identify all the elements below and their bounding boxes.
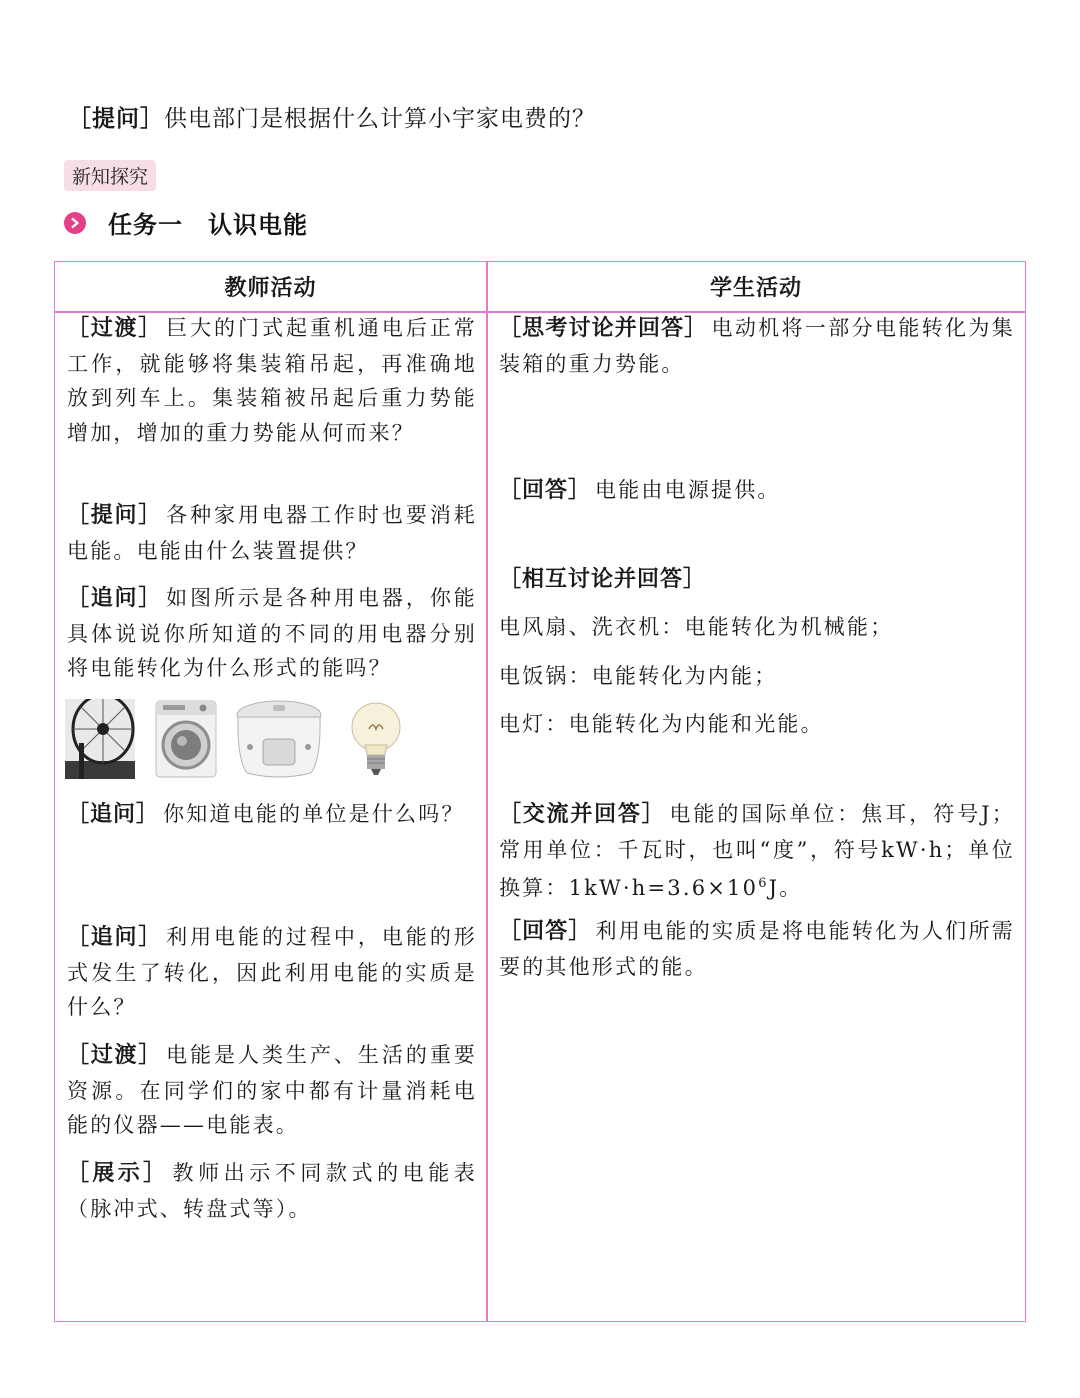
para-tag: ［提问］: [67, 503, 163, 528]
section-badge: 新知探究: [64, 160, 156, 191]
student-para-6: [499, 707, 1015, 742]
teacher-para-4: [67, 797, 477, 833]
para-tag: ［回答］: [499, 478, 592, 503]
para-tag: ［展示］: [67, 1161, 169, 1186]
para-tag: ［思考讨论并回答］: [499, 316, 708, 341]
intro-tag: ［提问］: [68, 106, 164, 132]
para-text: 各种家用电器工作时也要消耗电能。电能由什么装置提供？: [67, 503, 477, 563]
student-para-1: [499, 311, 1015, 381]
column-divider: [486, 262, 488, 1321]
exponent: 6: [758, 876, 769, 891]
para-tag: ［相互讨论并回答］: [499, 567, 707, 592]
para-text: 电动机将一部分电能转化为集装箱的重力势能。: [499, 316, 1015, 376]
para-text: 电灯：电能转化为内能和光能。: [499, 712, 824, 736]
appliance-images: [65, 699, 485, 779]
student-para-7: [499, 797, 1015, 906]
para-text: 利用电能的过程中，电能的形式发生了转化，因此利用电能的实质是什么？: [67, 925, 477, 1019]
student-para-8: [499, 914, 1015, 984]
para-text: 电风扇、洗衣机：电能转化为机械能；: [499, 615, 894, 639]
para-text: 电饭锅：电能转化为内能；: [499, 664, 778, 688]
para-text: 如图所示是各种用电器，你能具体说说你所知道的不同的用电器分别将电能转化为什么形式的能吗？: [67, 586, 477, 680]
para-tag: ［追问］: [67, 925, 163, 950]
para-text: 电能的国际单位：焦耳，符号J；常用单位：千瓦时，也叫“度”，符号kW·h；单位换算：1kW·h=3.6×10: [499, 802, 1015, 900]
para-text: 你知道电能的单位是什么吗？: [163, 802, 465, 826]
teacher-para-2: [67, 498, 477, 568]
teacher-para-1: [67, 311, 477, 450]
para-tag: ［交流并回答］: [499, 802, 666, 827]
washing-machine-image: [153, 699, 219, 783]
student-header: 学生活动: [709, 276, 802, 301]
student-para-4: [499, 610, 1015, 645]
activity-table: [54, 261, 1026, 1322]
para-tag: ［过渡］: [67, 316, 163, 341]
teacher-header: 教师活动: [224, 276, 317, 301]
chevron-right-icon: [64, 212, 86, 234]
teacher-para-3: [67, 581, 477, 686]
teacher-para-6: [67, 1038, 477, 1143]
student-para-2: [499, 473, 1015, 509]
teacher-para-7: [67, 1156, 477, 1226]
intro-text: 供电部门是根据什么计算小宇家电费的？: [164, 106, 596, 132]
para-text: 电能是人类生产、生活的重要资源。在同学们的家中都有计量消耗电能的仪器——电能表。: [67, 1043, 477, 1137]
para-tag: ［追问］: [67, 586, 163, 611]
electric-fan-image: [65, 699, 135, 783]
para-tag: ［过渡］: [67, 1043, 163, 1068]
intro-question: [68, 100, 596, 133]
task-title-text: 任务一 认识电能: [108, 211, 308, 239]
student-para-3: [499, 562, 1015, 598]
teacher-para-5: [67, 920, 477, 1025]
rice-cooker-image: [233, 699, 325, 783]
para-text: 巨大的门式起重机通电后正常工作，就能够将集装箱吊起，再准确地放到列车上。集装箱被吊起后重力势能增加，增加的重力势能从何而来？: [67, 316, 477, 445]
light-bulb-image: [349, 699, 403, 783]
para-text: 利用电能的实质是将电能转化为人们所需要的其他形式的能。: [499, 919, 1015, 979]
task-title: [64, 205, 308, 240]
para-text-end: J。: [768, 876, 803, 900]
student-para-5: [499, 659, 1015, 694]
para-tag: ［回答］: [499, 919, 592, 944]
para-tag: ［追问］: [67, 802, 160, 827]
para-text: 电能由电源提供。: [595, 478, 781, 502]
para-text: 教师出示不同款式的电能表（脉冲式、转盘式等）。: [67, 1161, 477, 1221]
